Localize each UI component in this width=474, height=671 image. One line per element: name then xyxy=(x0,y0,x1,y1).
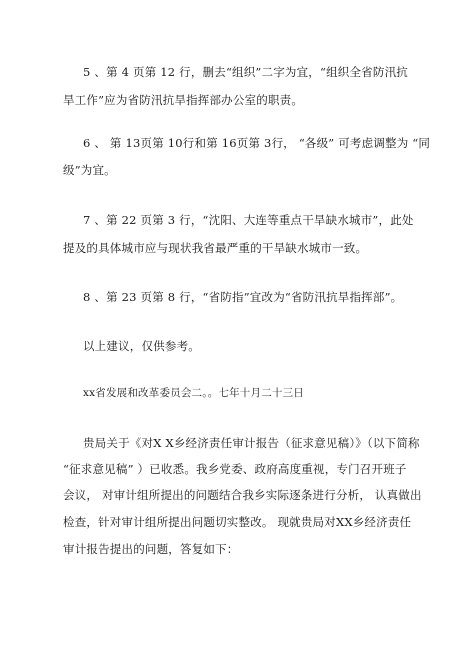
item-8-line: 8 、第 23 页第 8 行，“省防指”宜改为“省防汛抗旱指挥部”。 xyxy=(83,290,403,304)
signature-date: xx省发展和改革委员会二。。七年十月二十三日 xyxy=(83,387,304,399)
reply-paragraph-line-5: 审计报告提出的问题，答复如下： xyxy=(63,542,239,556)
item-7-line-1: 7 、第 22 页第 3 行，“沈阳、大连等重点干旱缺水城市”，此处 xyxy=(83,213,414,227)
item-6-line-1: 6 、 第 13页第 10行和第 16页第 3行， “各级” 可考虑调整为 “同 xyxy=(83,136,431,150)
item-5-line-1: 5 、第 4 页第 12 行，删去“组织”二字为宜，“组织全省防汛抗 xyxy=(83,65,408,79)
reply-paragraph-line-2: “征求意见稿” ）已收悉。我乡党委、政府高度重视，专门召开班子 xyxy=(63,462,407,476)
item-6-line-2: 级”为宜。 xyxy=(63,163,116,177)
item-5-line-2: 旱工作”应为省防汛抗旱指挥部办公室的职责。 xyxy=(63,93,304,107)
reply-paragraph-line-4: 检查，针对审计组所提出问题切实整改。 现就贵局对XX乡经济责任 xyxy=(63,515,412,529)
reply-paragraph-line-3: 会议， 对审计组所提出的问题结合我乡实际逐条进行分析， 认真做出 xyxy=(63,488,422,502)
item-7-line-2: 提及的具体城市应与现状我省最严重的干旱缺水城市一致。 xyxy=(63,241,368,255)
reply-paragraph-line-1: 贵局关于《对X X乡经济责任审计报告（征求意见稿）》（以下简称 xyxy=(83,436,420,450)
closing-remark: 以上建议，仅供参考。 xyxy=(83,339,200,353)
